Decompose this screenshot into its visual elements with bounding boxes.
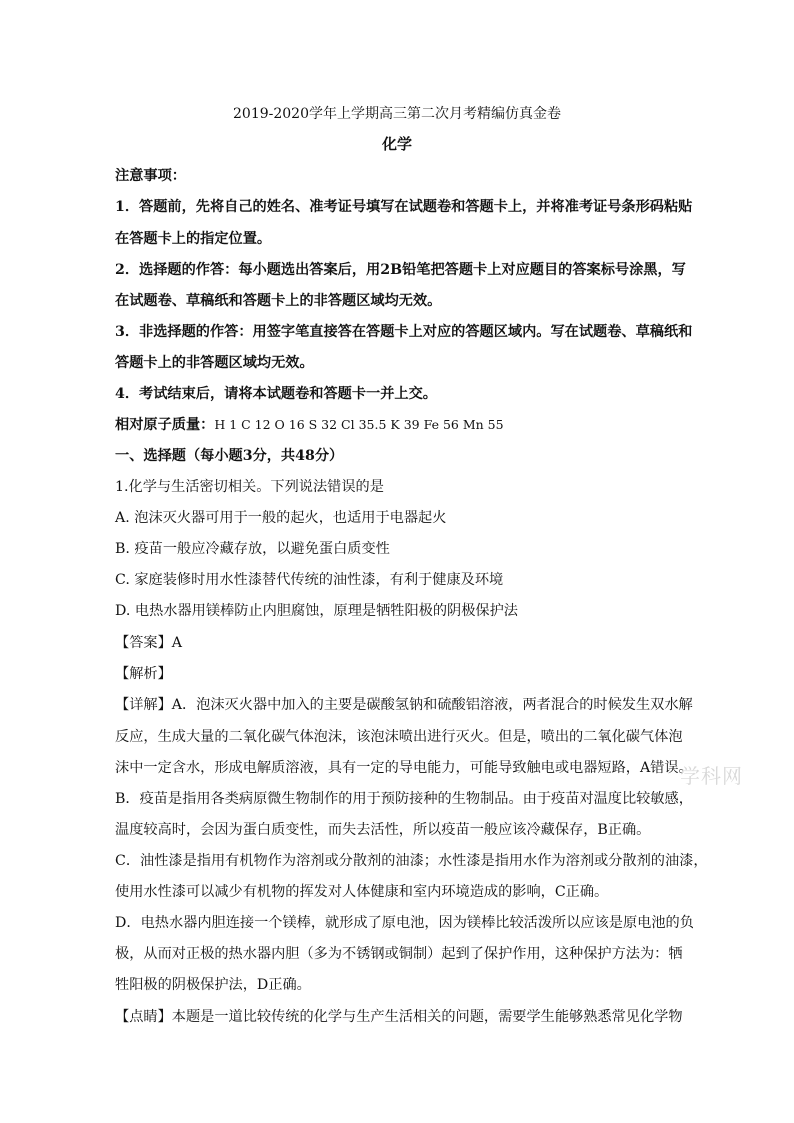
notice-item-2-line-1: 2．选择题的作答：每小题选出答案后，用2B铅笔把答题卡上对应题目的答案标号涂黑，写 <box>115 262 686 278</box>
watermark: 学科网 <box>680 764 743 788</box>
notice-item-3-line-2: 答题卡上的非答题区域均无效。 <box>115 355 314 371</box>
analysis-heading: 【解析】 <box>115 666 172 682</box>
atomic-mass-line <box>115 415 504 435</box>
comment-line: 【点睛】本题是一道比较传统的化学与生产生活相关的问题，需要学生能够熟悉常见化学物 <box>115 1009 683 1025</box>
section-heading: 一、选择题（每小题3分，共48分） <box>115 448 344 464</box>
detail-line: 牲阳极的阴极保护法，D正确。 <box>115 977 311 993</box>
detail-line: 温度较高时，会因为蛋白质变性，而失去活性，所以疫苗一般应该冷藏保存，B正确。 <box>115 822 651 838</box>
notice-item-2-line-2: 在试题卷、草稿纸和答题卡上的非答题区域均无效。 <box>115 293 442 309</box>
option-a: A. 泡沫灭火器可用于一般的起火，也适用于电器起火 <box>115 510 447 526</box>
exam-title: 2019-2020学年上学期高三第二次月考精编仿真金卷 <box>233 106 561 122</box>
option-c: C. 家庭装修时用水性漆替代传统的油性漆，有利于健康及环境 <box>115 572 504 588</box>
notice-item-3-line-1: 3．非选择题的作答：用签字笔直接答在答题卡上对应的答题区域内。写在试题卷、草稿纸和 <box>115 324 693 340</box>
answer-line: 【答案】A <box>115 635 182 651</box>
question-stem: 1.化学与生活密切相关。下列说法错误的是 <box>115 479 384 495</box>
notice-item-4: 4．考试结束后，请将本试题卷和答题卡一并上交。 <box>115 386 437 402</box>
notice-heading: 注意事项： <box>115 168 186 184</box>
atomic-mass-values: H 1 C 12 O 16 S 32 Cl 35.5 K 39 Fe 56 Mn 55 <box>214 417 504 432</box>
subject-title: 化学 <box>381 135 412 153</box>
notice-item-1-line-1: 1．答题前，先将自己的姓名、准考证号填写在试题卷和答题卡上，并将准考证号条形码粘贴 <box>115 199 693 215</box>
detail-line: C．油性漆是指用有机物作为溶剂或分散剂的油漆；水性漆是指用水作为溶剂或分散剂的油漆， <box>115 853 708 869</box>
option-b: B. 疫苗一般应冷藏存放，以避免蛋白质变性 <box>115 541 390 557</box>
detail-line: 反应，生成大量的二氧化碳气体泡沫，该泡沫喷出进行灭火。但是，喷出的二氧化碳气体泡 <box>115 729 683 745</box>
atomic-mass-label: 相对原子质量： <box>115 417 215 433</box>
detail-line: 使用水性漆可以减少有机物的挥发对人体健康和室内环境造成的影响，C正确。 <box>115 884 609 900</box>
detail-line: B．疫苗是指用各类病原微生物制作的用于预防接种的生物制品。由于疫苗对温度比较敏感， <box>115 791 693 807</box>
detail-line: 【详解】A．泡沫灭火器中加入的主要是碳酸氢钠和硫酸铝溶液，两者混合的时候发生双水解 <box>115 697 693 713</box>
detail-line: 极，从而对正极的热水器内胆（多为不锈钢或铜制）起到了保护作用，这种保护方法为：牺 <box>115 946 683 962</box>
detail-line: 沫中一定含水，形成电解质溶液，具有一定的导电能力，可能导致触电或电器短路，A错误。 <box>115 760 693 776</box>
option-d: D. 电热水器用镁棒防止内胆腐蚀，原理是牺牲阳极的阴极保护法 <box>115 603 518 619</box>
notice-item-1-line-2: 在答题卡上的指定位置。 <box>115 231 272 247</box>
detail-line: D．电热水器内胆连接一个镁棒，就形成了原电池，因为镁棒比较活泼所以应该是原电池的负 <box>115 915 694 931</box>
